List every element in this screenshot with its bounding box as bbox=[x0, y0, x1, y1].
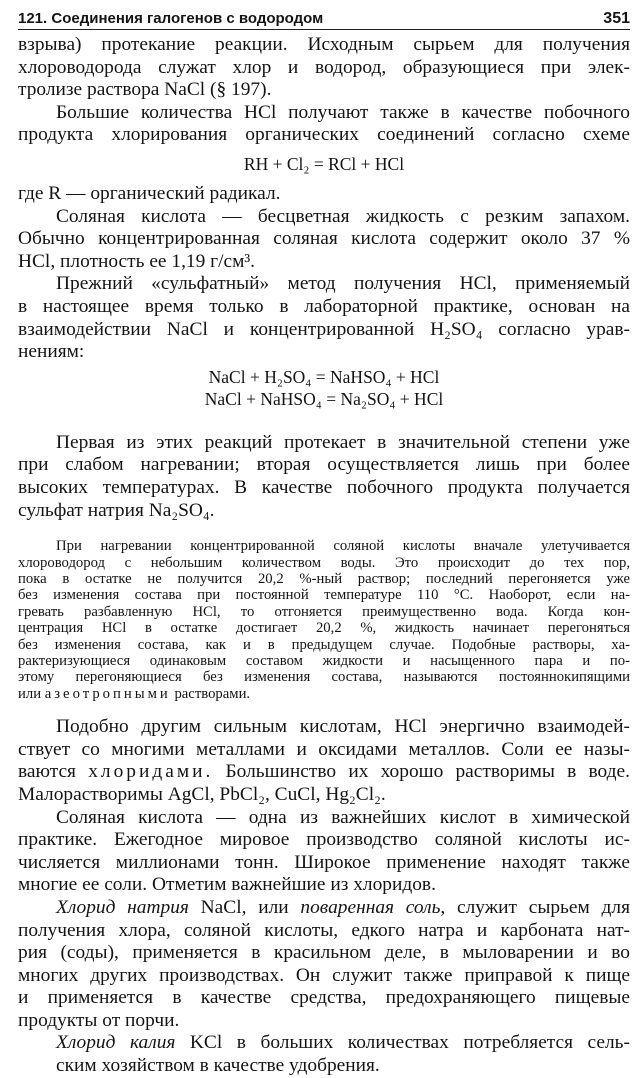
term-azeotropic: азеотропными bbox=[44, 685, 171, 702]
term-sodium-chloride: Хлорид натрия bbox=[56, 896, 189, 918]
paragraph-2 bbox=[18, 102, 630, 206]
term-table-salt: поваренная соль bbox=[300, 896, 441, 918]
equation-chlorination: RH + Cl₂ = RCl + HCl bbox=[243, 153, 405, 174]
text-line: при слабом нагревании; вторая осуществляется лишь при более bbox=[18, 454, 630, 476]
small-text: растворами. bbox=[174, 685, 251, 702]
text-fragment: , служит сырьем для bbox=[440, 896, 630, 918]
text-line: где R — органический радикал. bbox=[18, 182, 281, 204]
page-number: 351 bbox=[603, 10, 630, 27]
text-line: продукта хлорирования органических соединений согласно схеме bbox=[18, 124, 630, 146]
term-chlorides: хлоридами. bbox=[88, 761, 214, 783]
text-fragment: ваются bbox=[18, 761, 76, 783]
small-line: пока в остатке не получится 20,2 %-ный раствор; последний перегоняется уже bbox=[18, 570, 630, 587]
text-fragment: NaCl, или bbox=[188, 896, 301, 918]
paragraph-3 bbox=[18, 206, 630, 274]
text-line: взаимодействии NaCl и концентрированной H₂SO₄ согласно урав- bbox=[18, 318, 630, 340]
paragraph-5 bbox=[18, 432, 630, 522]
small-line: При нагревании концентрированной соляной кислоты вначале улетучивается bbox=[56, 538, 630, 555]
text-line: многих других производствах. Он служит также приправой к пище bbox=[18, 964, 630, 986]
paragraph-7 bbox=[18, 807, 630, 897]
text-line bbox=[18, 761, 630, 784]
text-line bbox=[18, 897, 630, 920]
equation-sulfate-2: NaCl + NaHSO₄ = Na₂SO₄ + HCl bbox=[204, 388, 444, 409]
text-line: тролизе раствора NaCl (§ 197). bbox=[18, 79, 272, 101]
text-line: Подобно другим сильным кислотам, HCl энергично взаимодей- bbox=[56, 716, 630, 738]
equation-group bbox=[18, 366, 630, 410]
text-line: продукты от порчи. bbox=[18, 1009, 180, 1031]
text-line: практике. Ежегодное мировое производство соляной кислоты ис- bbox=[18, 829, 630, 851]
paragraph-6 bbox=[18, 716, 630, 806]
equation-sulfate-1: NaCl + H₂SO₄ = NaHSO₄ + HCl bbox=[208, 366, 440, 387]
text-fragment: Большинство их хорошо растворимы в воде. bbox=[225, 761, 630, 783]
paragraph-9 bbox=[18, 1032, 630, 1077]
text-line: в настоящее время только в лабораторной практике, основан на bbox=[18, 295, 630, 317]
text-line: Малорастворимы AgCl, PbCl₂, CuCl, Hg₂Cl₂. bbox=[18, 783, 386, 805]
text-line: числяется миллионами тонн. Широкое применение находят также bbox=[18, 851, 630, 873]
paragraph-4 bbox=[18, 273, 630, 409]
text-line: высоких температурах. В качестве побочного продукта получается bbox=[18, 476, 630, 498]
text-line: Соляная кислота — одна из важнейших кислот в химической bbox=[56, 806, 630, 828]
small-line: гревать разбавленную HCl, то отгоняется преимущественно вода. Когда кон- bbox=[18, 603, 630, 620]
text-fragment: KCl в больших количествах потребляется сель- bbox=[175, 1032, 630, 1054]
text-line: Соляная кислота — бесцветная жидкость с резким запахом. bbox=[56, 205, 630, 227]
text-line: ским хозяйством в качестве удобрения. bbox=[56, 1055, 380, 1077]
text-line: ствует со многими металлами и оксидами металлов. Соли ее назы- bbox=[18, 738, 630, 760]
page-body bbox=[18, 34, 630, 1078]
text-line: Первая из этих реакций протекает в значительной степени уже bbox=[56, 431, 630, 453]
text-line: Большие количества HCl получают также в качестве побочного bbox=[56, 101, 630, 123]
section-title: 121. Соединения галогенов с водородом bbox=[18, 10, 324, 27]
text-line bbox=[18, 1032, 630, 1055]
paragraph-1 bbox=[18, 34, 630, 102]
small-line: этому перегоняющиеся без изменения состава, называются постояннокипящими bbox=[18, 669, 630, 686]
running-head bbox=[18, 0, 630, 30]
smallprint-note bbox=[18, 538, 630, 702]
small-line bbox=[18, 686, 630, 702]
text-line: рия (соды), применяется в красильном деле, в мыловарении и во bbox=[18, 942, 630, 964]
text-line: хлороводорода служат хлор и водород, образующиеся при элек- bbox=[18, 56, 630, 78]
text-line: взрыва) протекание реакции. Исходным сырьем для получения bbox=[18, 34, 630, 55]
text-line: нениям: bbox=[18, 341, 85, 363]
text-line: получения хлора, соляной кислоты, едкого натра и карбоната нат- bbox=[18, 919, 630, 941]
text-line: многие ее соли. Отметим важнейшие из хлоридов. bbox=[18, 874, 436, 896]
text-line: сульфат натрия Na₂SO₄. bbox=[18, 499, 215, 521]
small-line: без изменения состава при постоянной температуре 110 °С. Наоборот, если на- bbox=[18, 587, 630, 604]
text-line: Прежний «сульфатный» метод получения HCl, применяемый bbox=[56, 273, 630, 295]
small-line: рактеризующиеся одинаковым составом жидкости и насыщенного пара и по- bbox=[18, 652, 630, 669]
small-line: хлороводород с небольшим количеством воды. Это происходит до тех пор, bbox=[18, 554, 630, 571]
small-text: или bbox=[18, 685, 42, 702]
small-line: без изменения состава, как и в предыдущем случае. Подобные растворы, ха- bbox=[18, 636, 630, 653]
text-line: и применяется в качестве средства, предохраняющего пищевые bbox=[18, 987, 630, 1009]
text-line: HCl, плотность ее 1,19 г/см³. bbox=[18, 250, 256, 272]
paragraph-8 bbox=[18, 897, 630, 1033]
small-line: центрация HCl в остатке достигает 20,2 %, жидкость начинает перегоняться bbox=[18, 620, 630, 637]
text-line: Обычно концентрированная соляная кислота содержит около 37 % bbox=[18, 228, 630, 250]
term-potassium-chloride: Хлорид калия bbox=[56, 1032, 176, 1054]
